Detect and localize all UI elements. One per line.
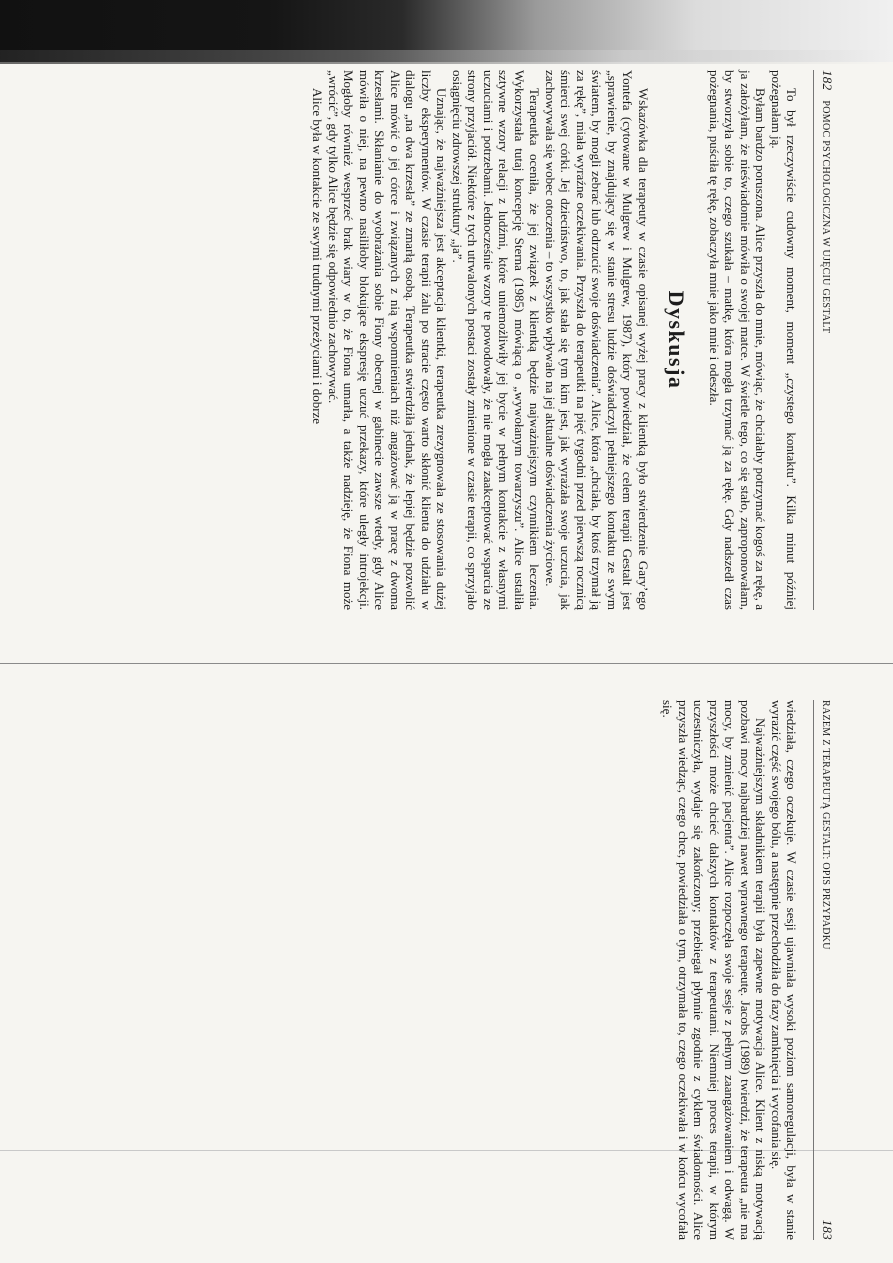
paragraph: Terapeutka oceniła, że jej związek z klientką będzie najważniejszym czynnikiem leczenia. Wykorzystała tutaj koncepcję Sterna (1985) mówiącą o „wywołanym towarzyszu”. Alice ustaliła sztywne wzory relacji z ludźmi, które uniemożliwiły jej bycie w pełnym kontakcie z własnymi uczuciami i potrzebami. Jednocześnie wzory te powodowały, że nie mogła zaakceptować wsparcia ze strony przyjaciół. Niektóre z tych utrwalonych postaci zostały zmienione w czasie terapii, co sprzyjało osiągnięciu zdrowszej struktury „ja”. [450,70,543,610]
left-running-head-title: POMOC PSYCHOLOGICZNA W UJĘCIU GESTALT [820,100,831,334]
paragraph: Uznając, że najważniejsza jest akceptacja klientki, terapeutka zrezygnowała ze stosowania dużej liczby eksperymentów. W czasie terapii żalu po stracie często warto skłonić klienta do udziału w dialogu „na dwa krzesła” ze zmarłą osobą. Terapeutka stwierdziła jednak, że lepiej będzie pozwolić Alice mówić o jej córce i związanych z nią wspomnieniach niż angażować ją w pracę z dwoma krzesłami. Skłanianie do wyobrażania sobie Fiony obecnej w gabinecie zawsze wtedy, gdy Alice mówiła o niej, na pewno nasiliłoby blokujące ekspresję uczuć przekazy, które uległy introjekcji. Mogłoby również wesprzeć brak wiary w to, że Fiona umarła, a także nadzieję, że Fiona może „wrócić”, gdy tylko Alice będzie się odpowiednio zachowywać. [326,70,450,610]
right-running-head-title: RAZEM Z TERAPEUTĄ GESTALT: OPIS PRZYPADKU [820,700,831,950]
right-page [660,700,835,1240]
paragraph: To był rzeczywiście cudowny moment, moment „czystego kontaktu”. Kilka minut później pożegnałam ją. [769,70,800,610]
paragraph: Alice była w kontakcie ze swymi trudnymi przeżyciami i dobrze [310,88,326,425]
section-title: Dyskusja [664,290,690,390]
paragraph: Najważniejszym składnikiem terapii była zapewne motywacja Alice. Klient z niską motywacją pozbawi mocy najbardziej nawet wprawnego terapeutę. Jacobs (1989) twierdzi, że terapeuta „nie ma mocy, by zmienić pacjenta”. Alice rozpoczęła swoje sesje z pełnym zaangażowaniem i odwagą. W przyszłości może chcieć dalszych kontaktów z terapeutami. Niemniej proces terapii, w którym uczestniczyła, wydaje się zakończony; przebiegał płynnie zgodnie z cyklem świadomości. Alice przyszła wiedząc, czego chce, powiedziała o tym, otrzymała to, czego oczekiwała i w końcu wycofała się. [660,700,769,1240]
left-running-head [814,70,836,610]
paragraph: Byłam bardzo poruszona. Alice przyszła do mnie, mówiąc, że chciałaby potrzymać kogoś za rękę, a ja założyłam, że nieświadomie mówiła o swojej matce. W świetle tego, co się stało, zaproponowałam, by stworzyła sobie to, czego szukała – matkę, która mogła trzymać ją za rękę. Gdy nadszedł czas pożegnania, puściła tę rękę, zobaczyła mnie jako mnie i odeszła. [707,70,769,610]
paragraph: wiedziała, czego oczekuje. W czasie sesji ujawniała wysoki poziom samoregulacji, była w stanie wyrazić część swojego bólu, a następnie przechodziła do fazy zamknięcia i wycofania się. [769,700,800,1240]
right-page-number: 183 [820,1219,835,1240]
right-running-head [814,700,836,1240]
left-page-number: 182 [820,70,835,91]
paragraph: Wskazówka dla terapeuty w czasie opisanej wyżej pracy z klientką było stwierdzenie Gary’ego Yontefa (cytowane w Mulgrew i Mulgrew, 1987), który powiedział, że celem terapii Gestalt jest „sprawienie, by znajdujący się w stanie stresu ludzie doświadczyli pełniejszego kontaktu ze swym światem, by mogli zebrać lub odrzucić swoje doświadczenia”. Alice, która „chciała, by ktoś trzymał ją za rękę”, miała wyraźne oczekiwania. Przyszła do terapeutki na pięć tygodni przed pierwszą rocznicą śmierci swej córki. Jej dzieciństwo, to, jak stała się tym kim jest, jak wyrażała swoje uczucia, jak zachowywała się wobec otoczenia – to wszystko wpływało na jej aktualne doświadczenia życiowe. [543,70,651,610]
left-page [310,70,835,610]
